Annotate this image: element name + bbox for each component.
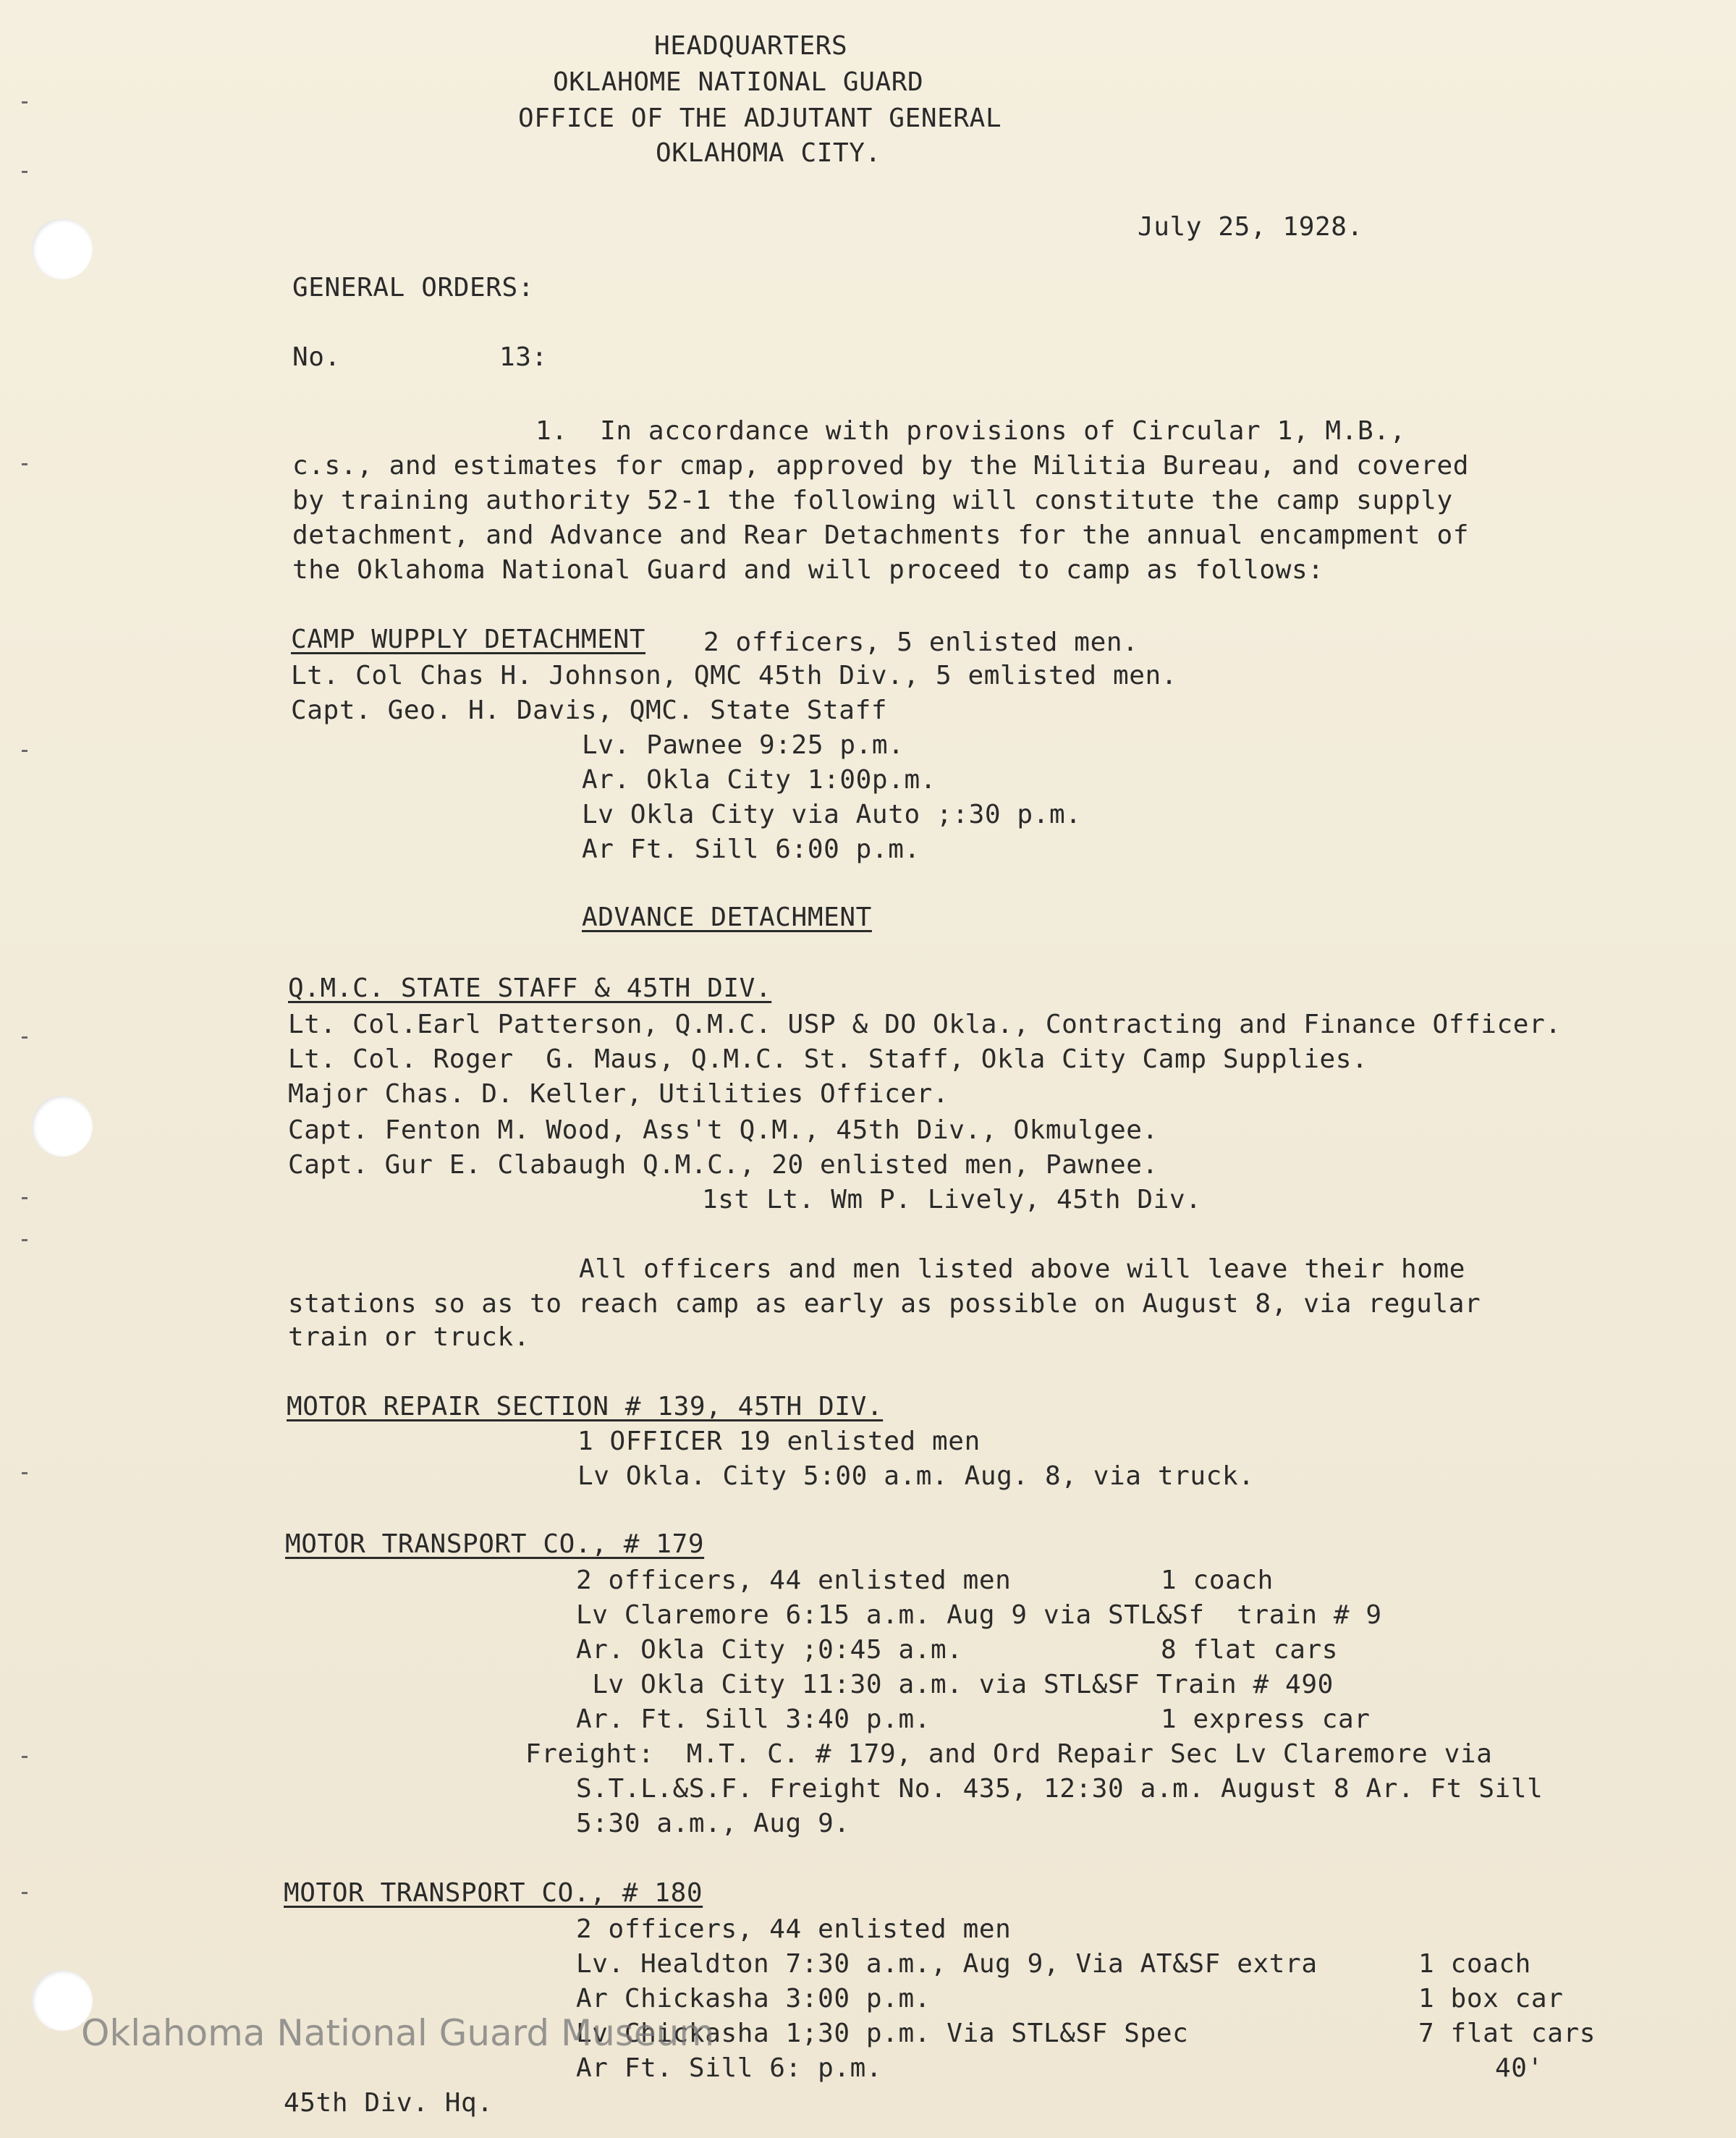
mtc-179-row-right: 1 express car: [1161, 1704, 1371, 1734]
intro-line: 1. In accordance with provisions of Circular 1, M.B.,: [535, 416, 1406, 446]
mtc-179-row-right: 8 flat cars: [1161, 1635, 1339, 1665]
mtc-180-row-right: 7 flat cars: [1418, 2019, 1596, 2048]
advance-line: Lt. Col.Earl Patterson, Q.M.C. USP & DO Okla., Contracting and Finance Officer.: [288, 1010, 1562, 1039]
camp-supply-schedule: Lv Okla City via Auto ;:30 p.m.: [582, 800, 1082, 829]
advance-line: Lt. Col. Roger G. Maus, Q.M.C. St. Staff, Okla City Camp Supplies.: [288, 1044, 1368, 1074]
mtc-179-row-left: Lv Claremore 6:15 a.m. Aug 9 via STL&Sf train # 9: [576, 1600, 1382, 1630]
mtc-180-row-right: 1 box car: [1418, 1984, 1564, 2014]
margin-tick: [22, 1756, 27, 1758]
margin-tick: [22, 1472, 27, 1474]
advance-detachment-heading: ADVANCE DETACHMENT: [582, 903, 872, 932]
document-date: July 25, 1928.: [1138, 212, 1363, 242]
mtc-180-row-right: 1 coach: [1418, 1949, 1531, 1979]
mtc-180-heading: MOTOR TRANSPORT CO., # 180: [284, 1878, 703, 1908]
advance-note-line: stations so as to reach camp as early as possible on August 8, via regular: [288, 1289, 1481, 1319]
mtc-179-row-left: 2 officers, 44 enlisted men: [576, 1566, 1012, 1595]
footer-heading: 45th Div. Hq.: [284, 2088, 494, 2118]
header-line-2: OKLAHOME NATIONAL GUARD: [553, 67, 924, 97]
margin-tick: [22, 1892, 27, 1894]
advance-subheading: Q.M.C. STATE STAFF & 45TH DIV.: [288, 973, 772, 1003]
margin-tick: [22, 1239, 27, 1241]
mtc-180-row-left: Ar Ft. Sill 6: p.m.: [576, 2053, 883, 2083]
camp-supply-schedule: Ar. Okla City 1:00p.m.: [582, 765, 937, 795]
intro-line: c.s., and estimates for cmap, approved by the Militia Bureau, and covered: [292, 451, 1469, 481]
header-line-3: OFFICE OF THE ADJUTANT GENERAL: [518, 103, 1002, 133]
mtc-180-row-left: Ar Chickasha 3:00 p.m.: [576, 1984, 931, 2014]
mtc-179-row-left: Ar. Ft. Sill 3:40 p.m.: [576, 1704, 931, 1734]
mtc-179-freight-line: S.T.L.&S.F. Freight No. 435, 12:30 a.m. August 8 Ar. Ft Sill: [576, 1774, 1544, 1804]
binder-hole-top: [32, 219, 93, 279]
margin-tick: [22, 101, 27, 103]
header-line-4: OKLAHOMA CITY.: [656, 138, 881, 168]
camp-supply-line: Lt. Col Chas H. Johnson, QMC 45th Div., 5 emlisted men.: [291, 661, 1178, 690]
order-number-label: No.: [292, 342, 341, 372]
camp-supply-heading: CAMP WUPPLY DETACHMENT: [291, 625, 646, 654]
advance-line: Major Chas. D. Keller, Utilities Officer.: [288, 1079, 949, 1109]
binder-hole-middle: [32, 1096, 93, 1157]
museum-watermark: Oklahoma National Guard Museum: [81, 2012, 715, 2054]
mtc-179-row-left: Lv Okla City 11:30 a.m. via STL&SF Train # 490: [576, 1670, 1334, 1699]
margin-tick: [22, 750, 27, 752]
order-number-value: 13:: [499, 342, 548, 372]
motor-repair-heading: MOTOR REPAIR SECTION # 139, 45TH DIV.: [287, 1392, 884, 1421]
margin-tick: [22, 1036, 27, 1039]
mtc-180-row-left: Lv Chickasha 1;30 p.m. Via STL&SF Spec: [576, 2019, 1189, 2048]
mtc-179-row-left: Ar. Okla City ;0:45 a.m.: [576, 1635, 963, 1665]
advance-indented-line: 1st Lt. Wm P. Lively, 45th Div.: [702, 1185, 1202, 1214]
mtc-180-row-left: Lv. Healdton 7:30 a.m., Aug 9, Via AT&SF extra: [576, 1949, 1318, 1979]
mtc-179-heading: MOTOR TRANSPORT CO., # 179: [285, 1529, 705, 1559]
intro-line: the Oklahoma National Guard and will proceed to camp as follows:: [292, 555, 1324, 585]
camp-supply-line: Capt. Geo. H. Davis, QMC. State Staff: [291, 696, 888, 725]
motor-repair-line: 1 OFFICER 19 enlisted men: [577, 1427, 981, 1456]
margin-tick: [22, 1197, 27, 1199]
header-line-1: HEADQUARTERS: [654, 31, 848, 61]
intro-line: detachment, and Advance and Rear Detachments for the annual encampment of: [292, 520, 1469, 550]
mtc-179-freight-line: Freight: M.T. C. # 179, and Ord Repair Sec Lv Claremore via: [525, 1739, 1493, 1769]
advance-line: Capt. Gur E. Clabaugh Q.M.C., 20 enlisted men, Pawnee.: [288, 1150, 1159, 1180]
motor-repair-line: Lv Okla. City 5:00 a.m. Aug. 8, via truck.: [577, 1461, 1255, 1491]
camp-supply-schedule: Lv. Pawnee 9:25 p.m.: [582, 730, 905, 760]
margin-tick: [22, 171, 27, 173]
camp-supply-schedule: Ar Ft. Sill 6:00 p.m.: [582, 835, 920, 864]
advance-note-line: train or truck.: [288, 1322, 530, 1352]
mtc-180-row-left: 2 officers, 44 enlisted men: [576, 1914, 1012, 1944]
mtc-179-freight-line: 5:30 a.m., Aug 9.: [576, 1809, 850, 1838]
advance-line: Capt. Fenton M. Wood, Ass't Q.M., 45th Div., Okmulgee.: [288, 1115, 1159, 1145]
intro-line: by training authority 52-1 the following will constitute the camp supply: [292, 486, 1453, 515]
advance-note-line: All officers and men listed above will leave their home: [579, 1254, 1466, 1284]
mtc-180-row-right: 40': [1495, 2053, 1544, 2083]
mtc-179-row-right: 1 coach: [1161, 1566, 1274, 1595]
margin-tick: [22, 463, 27, 465]
camp-supply-summary: 2 officers, 5 enlisted men.: [703, 628, 1139, 657]
general-orders-label: GENERAL ORDERS:: [292, 273, 535, 303]
